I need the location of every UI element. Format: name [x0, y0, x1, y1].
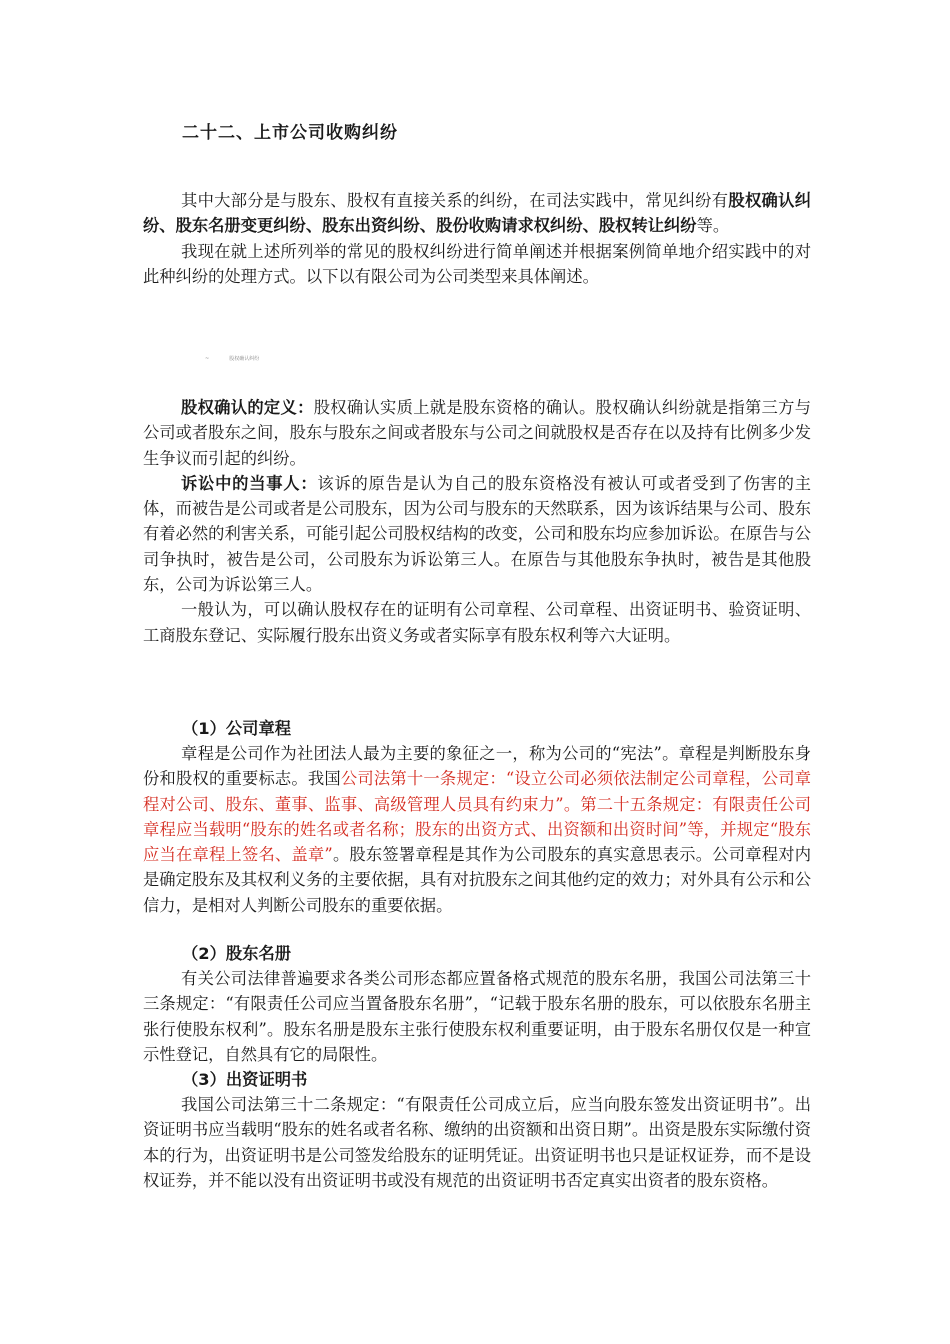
page-title: 二十二、上市公司收购纠纷 [182, 123, 398, 143]
definition-paragraph [143, 395, 811, 471]
small-caption [205, 355, 259, 362]
section-2-paragraph: 有关公司法律普遍要求各类公司形态都应置备格式规范的股东名册，我国公司法第三十三条规定：“有限责任公司应当置备股东名册”，“记载于股东名册的股东，可以依股东名册主张行使股东权利”。股东名册是股东主张行使股东权利重要证明，由于股东名册仅仅是一种宣示性登记，自然具有它的局限性。 [143, 969, 811, 1064]
section-2-body [143, 966, 811, 1067]
intro-paragraph-1 [143, 188, 811, 239]
definition-heading: 股权确认的定义： [181, 398, 314, 417]
intro-section [143, 188, 811, 289]
section-3-paragraph: 我国公司法第三十二条规定：“有限责任公司成立后，应当向股东签发出资证明书”。出资证明书应当载明“股东的姓名或者名称、缴纳的出资额和出资日期”。出资是股东实际缴付资本的行为，出资证明书是公司签发给股东的证明凭证。出资证明书也只是证权证券，而不是设权证券，并不能以没有出资证明书或没有规范的出资证明书否定真实出资者的股东资格。 [143, 1095, 811, 1190]
section-1-heading: （1）公司章程 [182, 719, 292, 738]
intro-text-end: 等。 [696, 216, 730, 236]
parties-heading: 诉讼中的当事人： [181, 473, 318, 493]
definition-text: 股权确认实质上就是股东资格的确认。股权确认纠纷就是指第三方与公司或者股东之间，股东与股东之间或者股东与公司之间就股权是否存在以及持有比例多少发生争议而引起的纠纷。 [143, 398, 811, 468]
intro-paragraph-2: 我现在就上述所列举的常见的股权纠纷进行简单阐述并根据案例简单地介绍实践中的对此种纠纷的处理方式。以下以有限公司为公司类型来具体阐述。 [143, 241, 811, 286]
section-1-text: 章程是公司作为社团法人最为主要的象征之一，称为公司的“宪法”。章程是判断股东身份和股权的重要标志。我国 [143, 744, 811, 789]
parties-paragraph [143, 471, 811, 597]
caption-mark: ~ [205, 356, 210, 362]
section-2-heading: （2）股东名册 [182, 944, 292, 963]
section-3-body [143, 1092, 811, 1193]
section-1-paragraph [143, 741, 811, 918]
definition-section [143, 395, 811, 648]
section-1-text-end: 。股东签署章程是其作为公司股东的真实意思表示。公司章程对内是确定股东及其权利义务的主要依据，具有对抗股东之间其他约定的效力；对外具有公示和公信力，是相对人判断公司股东的重要依据。 [143, 845, 811, 915]
general-paragraph: 一般认为，可以确认股权存在的证明有公司章程、公司章程、出资证明书、验资证明、工商股东登记、实际履行股东出资义务或者实际享有股东权利等六大证明。 [143, 600, 811, 645]
caption-label: 股权确认纠纷 [229, 356, 260, 362]
parties-text: 该诉的原告是认为自己的股东资格没有被认可或者受到了伤害的主体，而被告是公司或者是公司股东，因为公司与股东的天然联系，因为该诉结果与公司、股东有着必然的利害关系，可能引起公司股权结构的改变，公司和股东均应参加诉讼。在原告与公司争执时，被告是公司，公司股东为诉讼第三人。在原告与其他股东争执时，被告是其他股东，公司为诉讼第三人。 [143, 473, 811, 595]
section-1-body [143, 741, 811, 918]
dispute-types-bold: 股权确认纠纷、股东名册变更纠纷、股东出资纠纷、股份收购请求权纠纷、股权转让纠纷 [143, 191, 811, 236]
law-citation-red: 公司法第十一条规定：“设立公司必须依法制定公司章程，公司章程对公司、股东、董事、监事、高级管理人员具有约束力”。第二十五条规定：有限责任公司章程应当载明“股东的姓名或者名称；股东的出资方式、出资额和出资时间”等，并规定“股东应当在章程上签名、盖章” [143, 769, 811, 865]
intro-text: 其中大部分是与股东、股权有直接关系的纠纷，在司法实践中，常见纠纷有 [181, 191, 729, 210]
section-3-heading: （3）出资证明书 [182, 1070, 308, 1089]
